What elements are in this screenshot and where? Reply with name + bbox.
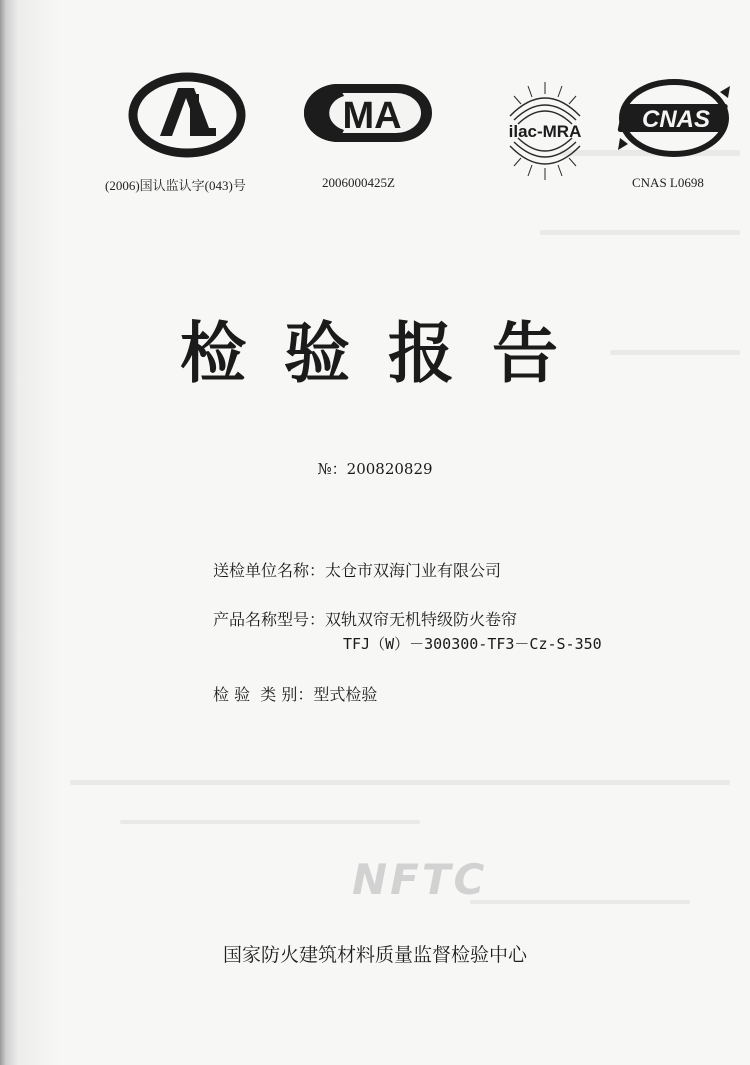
bleed-through <box>120 820 420 824</box>
bleed-through <box>470 900 690 904</box>
inspection-type-row <box>213 682 377 705</box>
page-title: 检验报告 <box>180 315 596 392</box>
product-label: 产品名称型号： <box>213 610 326 629</box>
ilac-logo-text: ilac-MRA <box>508 122 582 141</box>
cnas-logo-text: CNAS <box>641 106 711 133</box>
submitter-row <box>213 558 501 581</box>
report-number: №：200820829 <box>317 460 433 478</box>
cma-certificate-caption: 2006000425Z <box>322 175 395 190</box>
inspection-type-value: 型式检验 <box>313 685 378 704</box>
ilac-mra-logo-icon <box>490 76 600 186</box>
bleed-through <box>70 780 730 785</box>
submitter-label: 送检单位名称： <box>213 561 326 580</box>
submitter-value: 太仓市双海门业有限公司 <box>325 561 502 580</box>
cnas-logo-icon <box>612 72 737 164</box>
product-name: 双轨双帘无机特级防火卷帘 <box>325 610 518 629</box>
bleed-through <box>540 230 740 235</box>
cnas-certificate-caption: CNAS L0698 <box>632 175 704 190</box>
product-row <box>213 607 517 630</box>
cma-logo-text: MA <box>342 95 402 137</box>
inspection-type-label: 检 验 类 别： <box>213 685 314 704</box>
cal-certificate-caption: (2006)国认监认字(043)号 <box>105 178 246 193</box>
nftc-watermark: NFTC <box>352 855 488 904</box>
cal-logo-icon <box>128 72 246 158</box>
issuer-name: 国家防火建筑材料质量监督检验中心 <box>222 944 527 966</box>
cma-logo-icon <box>298 80 438 146</box>
product-model: TFJ（W）－300300-TF3－Cz-S-350 <box>343 635 602 653</box>
